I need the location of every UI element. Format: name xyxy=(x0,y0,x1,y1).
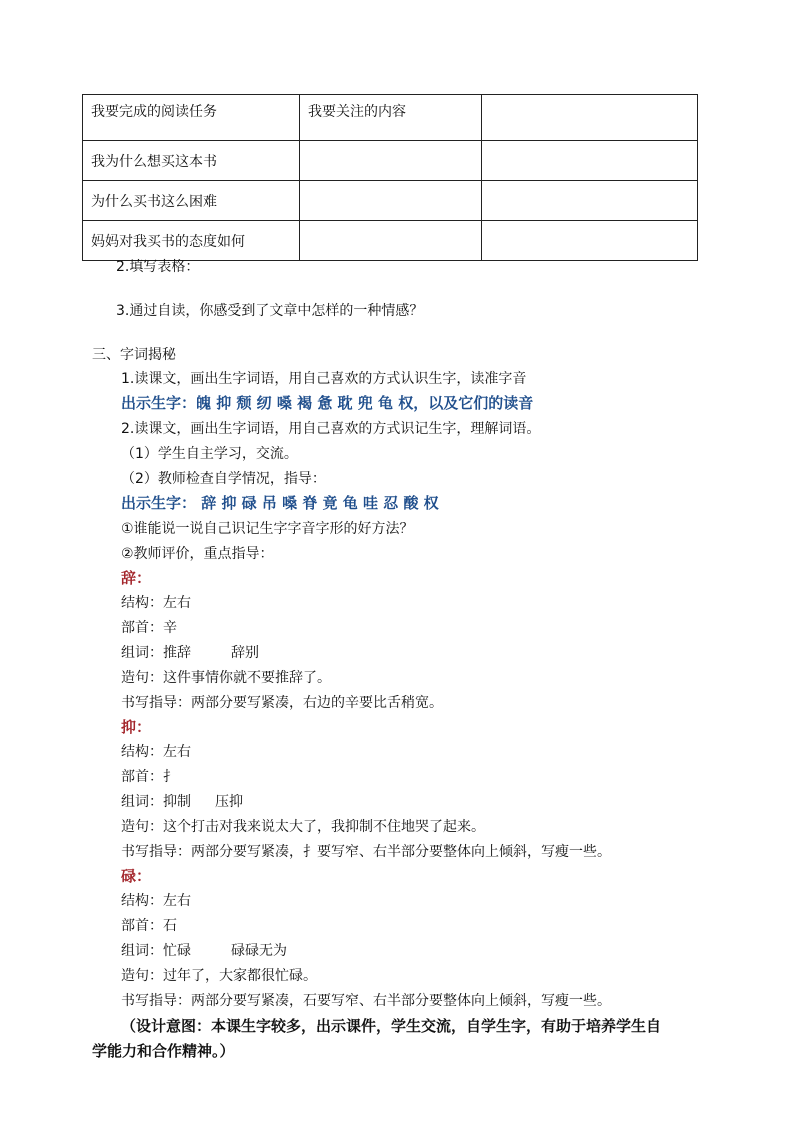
table-cell xyxy=(482,221,698,261)
words-extra: 压抑 xyxy=(215,794,243,810)
character-sentence: 造句：这件事情你就不要推辞了。 xyxy=(121,670,331,686)
character-words xyxy=(121,793,243,811)
table-row xyxy=(83,181,698,221)
new-characters-2: 出示生字： 辞 抑 碌 吊 嗓 脊 竟 龟 哇 忍 酸 权 xyxy=(121,494,439,512)
table-cell: 我要完成的阅读任务 xyxy=(83,95,300,141)
table-cell: 我为什么想买这本书 xyxy=(83,141,300,181)
new-characters-1: 出示生字：魄 抑 颓 纫 嗓 褐 惫 耽 兜 龟 权，以及它们的读音 xyxy=(121,394,534,412)
sub-step-2: （2）教师检查自学情况，指导： xyxy=(121,471,326,487)
table-cell: 为什么买书这么困难 xyxy=(83,181,300,221)
character-words xyxy=(121,942,287,960)
sub-step-1: （1）学生自主学习，交流。 xyxy=(121,446,298,462)
character-sentence: 造句：这个打击对我来说太大了，我抑制不住地哭了起来。 xyxy=(121,819,485,835)
character-writing-guide: 书写指导：两部分要写紧凑，右边的辛要比舌稍宽。 xyxy=(121,695,443,711)
table-cell xyxy=(482,141,698,181)
table-row xyxy=(83,221,698,261)
design-note-line-1: （设计意图：本课生字较多，出示课件，学生交流，自学生字，有助于培养学生自 xyxy=(121,1017,662,1035)
table-cell: 妈妈对我买书的态度如何 xyxy=(83,221,300,261)
character-heading: 辞： xyxy=(121,569,152,587)
character-structure: 结构：左右 xyxy=(121,893,191,909)
design-note-line-2: 学能力和合作精神。） xyxy=(92,1042,235,1060)
character-structure: 结构：左右 xyxy=(121,744,191,760)
character-heading: 碌： xyxy=(121,867,152,885)
character-sentence: 造句：过年了，大家都很忙碌。 xyxy=(121,968,317,984)
section-heading: 三、字词揭秘 xyxy=(92,347,176,363)
character-radical: 部首：扌 xyxy=(121,769,177,785)
words-label: 组词：推辞 xyxy=(121,645,191,661)
words-label: 组词：抑制 xyxy=(121,794,191,810)
character-writing-guide: 书写指导：两部分要写紧凑，石要写窄、右半部分要整体向上倾斜，写瘦一些。 xyxy=(121,993,611,1009)
character-words xyxy=(121,644,259,662)
question-3: 3.通过自读，你感受到了文章中怎样的一种情感？ xyxy=(116,303,424,319)
table-cell xyxy=(300,181,482,221)
reading-task-table xyxy=(82,94,698,261)
table-row xyxy=(83,141,698,181)
words-extra: 辞别 xyxy=(231,645,259,661)
table-cell xyxy=(482,95,698,141)
table-cell xyxy=(300,221,482,261)
step-2: 2.读课文，画出生字词语，用自己喜欢的方式识记生字，理解词语。 xyxy=(121,421,541,437)
character-radical: 部首：辛 xyxy=(121,620,177,636)
character-heading: 抑： xyxy=(121,718,152,736)
table-row xyxy=(83,95,698,141)
character-radical: 部首：石 xyxy=(121,918,177,934)
table-cell xyxy=(482,181,698,221)
circle-question-1: ①谁能说一说自己识记生字字音字形的好方法？ xyxy=(121,521,414,537)
question-2: 2.填写表格： xyxy=(116,259,200,275)
step-1: 1.读课文，画出生字词语，用自己喜欢的方式认识生字，读准字音 xyxy=(121,371,527,387)
table-cell: 我要关注的内容 xyxy=(300,95,482,141)
character-writing-guide: 书写指导：两部分要写紧凑，扌要写窄、右半部分要整体向上倾斜，写瘦一些。 xyxy=(121,844,611,860)
circle-question-2: ②教师评价，重点指导： xyxy=(121,546,274,562)
words-label: 组词：忙碌 xyxy=(121,943,191,959)
character-structure: 结构：左右 xyxy=(121,595,191,611)
table-cell xyxy=(300,141,482,181)
words-extra: 碌碌无为 xyxy=(231,943,287,959)
